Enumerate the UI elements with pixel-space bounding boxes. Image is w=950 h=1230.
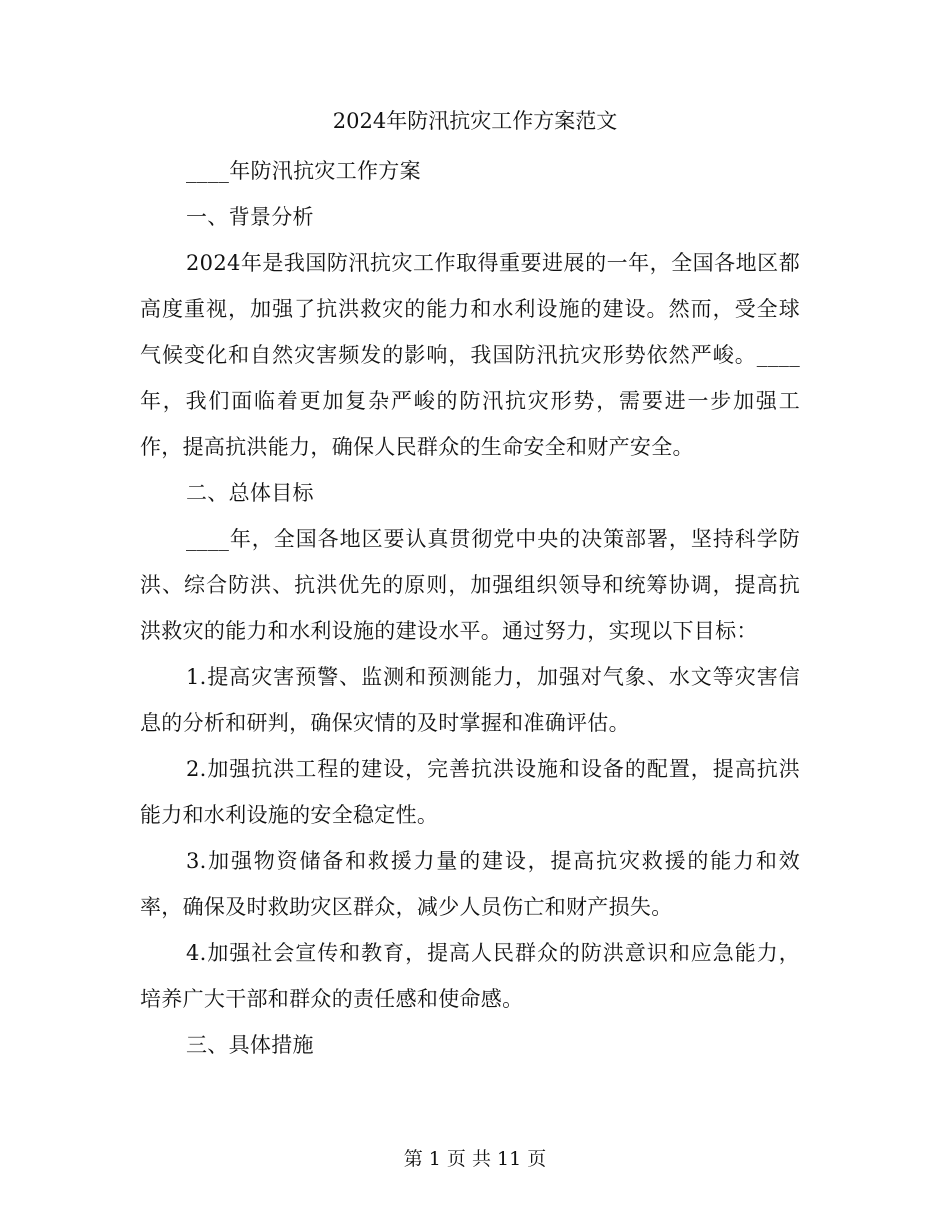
- goal-item-4: 4.加强社会宣传和教育，提高人民群众的防洪意识和应急能力，培养广大干部和群众的责任感和使命感。: [140, 941, 800, 1011]
- paragraph-goals: ____年，全国各地区要认真贯彻党中央的决策部署，坚持科学防洪、综合防洪、抗洪优先的原则，加强组织领导和统筹协调，提高抗洪救灾的能力和水利设施的建设水平。通过努力，实现以下目标：: [140, 527, 800, 643]
- section-heading-measures: 三、具体措施: [186, 1033, 314, 1057]
- document-title: 2024年防汛抗灾工作方案范文: [332, 109, 618, 133]
- goal-item-3: 3.加强物资储备和救援力量的建设，提高抗灾救援的能力和效率，确保及时救助灾区群众，减少人员伤亡和财产损失。: [140, 849, 800, 919]
- section-heading-goals: 二、总体目标: [186, 481, 314, 505]
- page-number-footer: 第 1 页 共 11 页: [403, 1148, 547, 1170]
- paragraph-background: 2024年是我国防汛抗灾工作取得重要进展的一年，全国各地区都高度重视，加强了抗洪救灾的能力和水利设施的建设。然而，受全球气候变化和自然灾害频发的影响，我国防汛抗灾形势依然严峻。____年，我们面临着更加复杂严峻的防汛抗灾形势，需要进一步加强工作，提高抗洪能力，确保人民群众的生命安全和财产安全。: [140, 251, 800, 459]
- goal-item-1: 1.提高灾害预警、监测和预测能力，加强对气象、水文等灾害信息的分析和研判，确保灾情的及时掌握和准确评估。: [140, 665, 800, 735]
- document-body: [140, 148, 800, 1068]
- plan-subtitle: ____年防汛抗灾工作方案: [186, 159, 421, 183]
- section-heading-background: 一、背景分析: [186, 205, 314, 229]
- goal-item-2: 2.加强抗洪工程的建设，完善抗洪设施和设备的配置，提高抗洪能力和水利设施的安全稳定性。: [140, 757, 800, 827]
